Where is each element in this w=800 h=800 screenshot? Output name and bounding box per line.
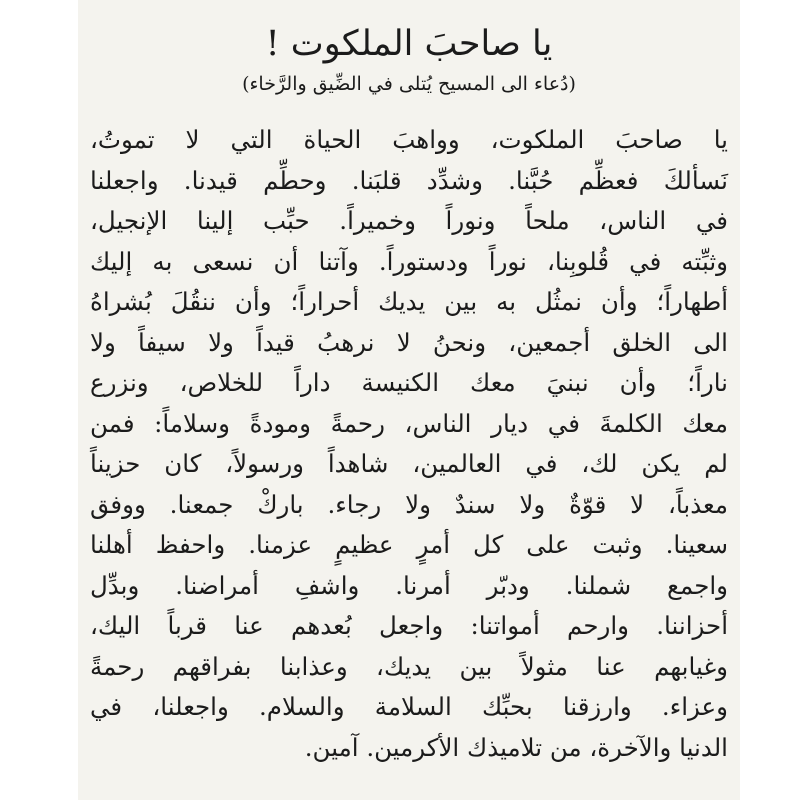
text-line: نَسألكَ فعظِّم حُبَّنا. وشدِّد قلبَنا. وحطِّم قيدنا. واجعلنا [90, 165, 728, 195]
text-line: سعينا. وثبت على كل أمرٍ عظيمٍ عزمنا. واحفظ أهلنا [90, 530, 728, 559]
text-line: معذباً، لا قوّةٌ ولا سندٌ ولا رجاء. باركْ جمعنا. ووفق [90, 489, 728, 519]
text-line: معك الكلمةَ في ديار الناس، رحمةً ومودةً وسلاماً: فمن [90, 408, 728, 438]
text-line: وغيابهم عنا مثولاً بين يديك، وعذابنا بفراقهم رحمةً [90, 651, 728, 681]
page-subtitle: (دُعاء الى المسيح يُتلى في الضِّيق والرَّخاء) [242, 73, 576, 95]
text-line: أطهاراً؛ وأن نمثُل به بين يديك أحراراً؛ وأن ننقُلَ بُشراهُ [90, 287, 728, 316]
text-line: وعزاء. وارزقنا بحبِّك السلامة والسلام. واجعلنا، في [90, 692, 728, 721]
text-line: وثبِّته في قُلوبِنا، نوراً ودستوراً. وآتنا أن نسعى به إليك [90, 246, 728, 276]
prayer-page [78, 0, 740, 800]
text-line: واجمع شملنا. ودبّر أمرنا. واشفِ أمراضنا. وبدِّل [90, 570, 728, 600]
page-title: يا صاحبَ الملكوت ! [265, 24, 553, 64]
text-line: الى الخلق أجمعين، ونحنُ لا نرهبُ قيداً ولا سيفاً ولا [90, 327, 728, 357]
text-line: لم يكن لك، في العالمين، شاهداً ورسولاً، كان حزيناً [90, 449, 728, 478]
text-line: ناراً؛ وأن نبنيَ معك الكنيسة داراً للخلاص، ونزرع [90, 368, 728, 397]
text-line: في الناس، ملحاً ونوراً وخميراً. حبِّب إلينا الإنجيل، [90, 206, 728, 235]
text-line: أحزاننا. وارحم أمواتنا: واجعل بُعدهم عنا قرباً اليك، [90, 611, 728, 640]
text-line: الدنيا والآخرة، من تلاميذك الأكرمين. آمين. [304, 732, 728, 762]
prayer-text [90, 120, 728, 768]
text-line: يا صاحبَ الملكوت، وواهبَ الحياة التي لا تموتُ، [90, 125, 728, 154]
